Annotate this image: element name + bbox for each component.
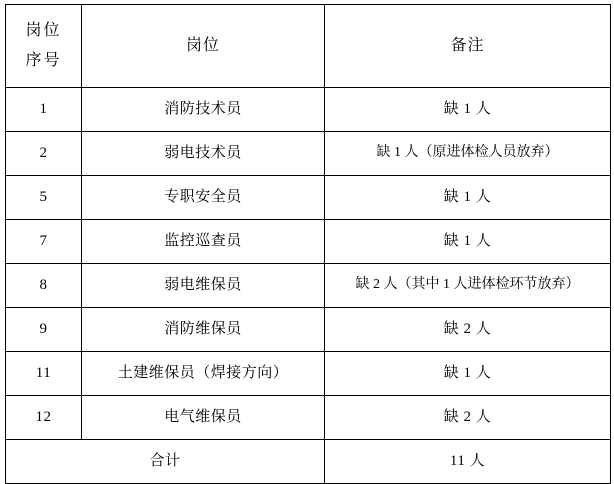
header-cell-no <box>6 5 82 88</box>
cell-no: 12 <box>6 396 82 440</box>
cell-note: 缺 2 人 <box>325 396 611 440</box>
table-row <box>6 308 611 352</box>
cell-no: 5 <box>6 176 82 220</box>
header-no-line1: 岗位 <box>25 21 62 39</box>
cell-post: 土建维保员（焊接方向） <box>82 352 325 396</box>
cell-post: 监控巡查员 <box>82 220 325 264</box>
header-cell-note: 备注 <box>325 5 611 88</box>
cell-note: 缺 2 人 <box>325 308 611 352</box>
table-row <box>6 132 611 176</box>
header-no-line2: 序号 <box>25 52 62 69</box>
job-vacancy-table <box>5 4 611 484</box>
cell-no: 8 <box>6 264 82 308</box>
cell-post: 弱电维保员 <box>82 264 325 308</box>
total-label: 合计 <box>6 440 325 484</box>
table-header-row <box>6 5 611 88</box>
table-row <box>6 220 611 264</box>
cell-note: 缺 1 人（原进体检人员放弃） <box>325 132 611 176</box>
document-page <box>0 4 614 477</box>
cell-note: 缺 1 人 <box>325 88 611 132</box>
cell-post: 消防技术员 <box>82 88 325 132</box>
table-row <box>6 352 611 396</box>
table-row <box>6 88 611 132</box>
cell-no: 1 <box>6 88 82 132</box>
cell-no: 7 <box>6 220 82 264</box>
cell-no: 2 <box>6 132 82 176</box>
cell-no: 11 <box>6 352 82 396</box>
cell-note: 缺 1 人 <box>325 176 611 220</box>
cell-note: 缺 1 人 <box>325 220 611 264</box>
table-row <box>6 264 611 308</box>
table-total-row <box>6 440 611 484</box>
cell-post: 专职安全员 <box>82 176 325 220</box>
cell-note: 缺 2 人（其中 1 人进体检环节放弃） <box>325 264 611 308</box>
cell-post: 消防维保员 <box>82 308 325 352</box>
table-row <box>6 396 611 440</box>
cell-post: 弱电技术员 <box>82 132 325 176</box>
header-cell-post: 岗位 <box>82 5 325 88</box>
cell-note: 缺 1 人 <box>325 352 611 396</box>
cell-no: 9 <box>6 308 82 352</box>
cell-post: 电气维保员 <box>82 396 325 440</box>
total-value: 11 人 <box>325 440 611 484</box>
table-row <box>6 176 611 220</box>
